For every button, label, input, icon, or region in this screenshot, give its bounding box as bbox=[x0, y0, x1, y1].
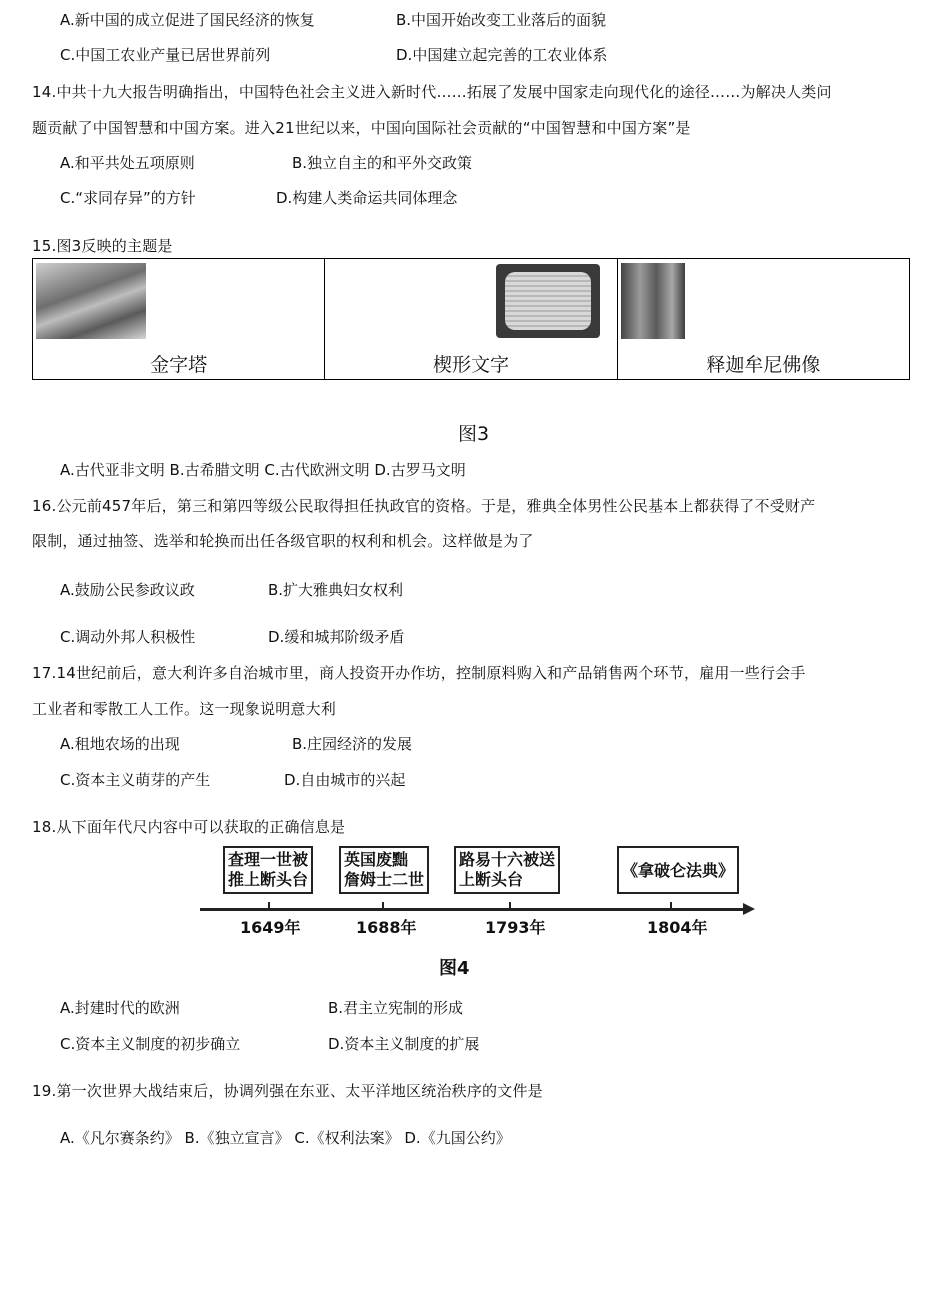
q19-stem: 19.第一次世界大战结束后，协调列强在东亚、太平洋地区统治秩序的文件是 bbox=[32, 1082, 543, 1100]
q17-stem-line2: 工业者和零散工人工作。这一现象说明意大利 bbox=[32, 700, 337, 718]
figure-3-cell-label: 金字塔 bbox=[150, 354, 208, 376]
timeline-year: 1804年 bbox=[647, 918, 708, 937]
timeline-tick bbox=[509, 902, 511, 911]
figure-3-cell-cuneiform bbox=[325, 259, 617, 379]
figure-3-cell-label: 楔形文字 bbox=[432, 354, 509, 376]
q13-option-b: B.中国开始改变工业落后的面貌 bbox=[396, 11, 607, 29]
figure-4-timeline bbox=[195, 840, 765, 985]
timeline-event-box bbox=[223, 846, 313, 894]
timeline-event-line: 上断头台 bbox=[459, 870, 524, 889]
timeline-event-line: 詹姆士二世 bbox=[344, 870, 425, 889]
q17-stem-line1: 17.14世纪前后，意大利许多自治城市里，商人投资开办作坊，控制原料购入和产品销售两个环节，雇用一些行会手 bbox=[32, 664, 806, 682]
q17-option-d: D.自由城市的兴起 bbox=[284, 771, 406, 789]
q14-option-a: A.和平共处五项原则 bbox=[60, 154, 195, 172]
q14-stem-line2: 题贡献了中国智慧和中国方案。进入21世纪以来，中国向国际社会贡献的“中国智慧和中国方案”是 bbox=[32, 119, 691, 137]
q18-option-b: B.君主立宪制的形成 bbox=[328, 999, 464, 1017]
q13-option-a: A.新中国的成立促进了国民经济的恢复 bbox=[60, 11, 315, 29]
timeline-tick bbox=[382, 902, 384, 911]
q15-options: A.古代亚非文明 B.古希腊文明 C.古代欧洲文明 D.古罗马文明 bbox=[60, 461, 466, 479]
timeline-event-box bbox=[339, 846, 429, 894]
figure-3-cell-buddha bbox=[618, 259, 909, 379]
q16-option-c: C.调动外邦人积极性 bbox=[60, 628, 196, 646]
q16-option-d: D.缓和城邦阶级矛盾 bbox=[268, 628, 405, 646]
timeline-event-line: 路易十六被送 bbox=[459, 850, 556, 869]
timeline-tick bbox=[268, 902, 270, 911]
q14-option-c: C.“求同存异”的方针 bbox=[60, 189, 196, 207]
timeline-year: 1649年 bbox=[240, 918, 301, 937]
timeline-axis bbox=[200, 908, 745, 911]
figure-3-cell-label: 释迦牟尼佛像 bbox=[706, 354, 821, 376]
timeline-year: 1688年 bbox=[356, 918, 417, 937]
timeline-event-line: 英国废黜 bbox=[344, 850, 409, 869]
timeline-tick bbox=[670, 902, 672, 911]
q14-option-b: B.独立自主的和平外交政策 bbox=[292, 154, 473, 172]
q13-option-c: C.中国工农业产量已居世界前列 bbox=[60, 46, 271, 64]
q17-option-b: B.庄园经济的发展 bbox=[292, 735, 413, 753]
figure-3-cell-pyramid bbox=[33, 259, 325, 379]
q16-option-b: B.扩大雅典妇女权利 bbox=[268, 581, 404, 599]
timeline-year: 1793年 bbox=[485, 918, 546, 937]
figure-3-table bbox=[32, 258, 910, 380]
buddha-statue-image bbox=[621, 263, 685, 339]
timeline-event-line: 查理一世被 bbox=[228, 850, 309, 869]
q17-option-c: C.资本主义萌芽的产生 bbox=[60, 771, 211, 789]
q18-option-a: A.封建时代的欧洲 bbox=[60, 999, 180, 1017]
q19-options: A.《凡尔赛条约》 B.《独立宣言》 C.《权利法案》 D.《九国公约》 bbox=[60, 1129, 511, 1147]
q17-option-a: A.租地农场的出现 bbox=[60, 735, 180, 753]
q14-option-d: D.构建人类命运共同体理念 bbox=[276, 189, 458, 207]
q16-option-a: A.鼓励公民参政议政 bbox=[60, 581, 195, 599]
q18-option-c: C.资本主义制度的初步确立 bbox=[60, 1035, 241, 1053]
timeline-event-box bbox=[454, 846, 560, 894]
cuneiform-tablet-image bbox=[496, 264, 600, 338]
q14-stem-line1: 14.中共十九大报告明确指出，中国特色社会主义进入新时代……拓展了发展中国家走向现代化的途径……为解决人类问 bbox=[32, 83, 832, 101]
timeline-event-box bbox=[617, 846, 739, 894]
figure-4-caption: 图4 bbox=[439, 958, 470, 979]
q16-stem-line2: 限制，通过抽签、选举和轮换而出任各级官职的权利和机会。这样做是为了 bbox=[32, 532, 534, 550]
figure-3-caption: 图3 bbox=[458, 423, 490, 445]
timeline-arrow-icon bbox=[743, 903, 755, 915]
timeline-event-line: 推上断头台 bbox=[228, 870, 309, 889]
pyramid-image bbox=[36, 263, 146, 339]
timeline-event-line: 《拿破仑法典》 bbox=[622, 861, 735, 880]
q15-stem: 15.图3反映的主题是 bbox=[32, 237, 173, 255]
q16-stem-line1: 16.公元前457年后，第三和第四等级公民取得担任执政官的资格。于是，雅典全体男性公民基本上都获得了不受财产 bbox=[32, 497, 816, 515]
q18-option-d: D.资本主义制度的扩展 bbox=[328, 1035, 480, 1053]
q18-stem: 18.从下面年代尺内容中可以获取的正确信息是 bbox=[32, 818, 346, 836]
q13-option-d: D.中国建立起完善的工农业体系 bbox=[396, 46, 608, 64]
